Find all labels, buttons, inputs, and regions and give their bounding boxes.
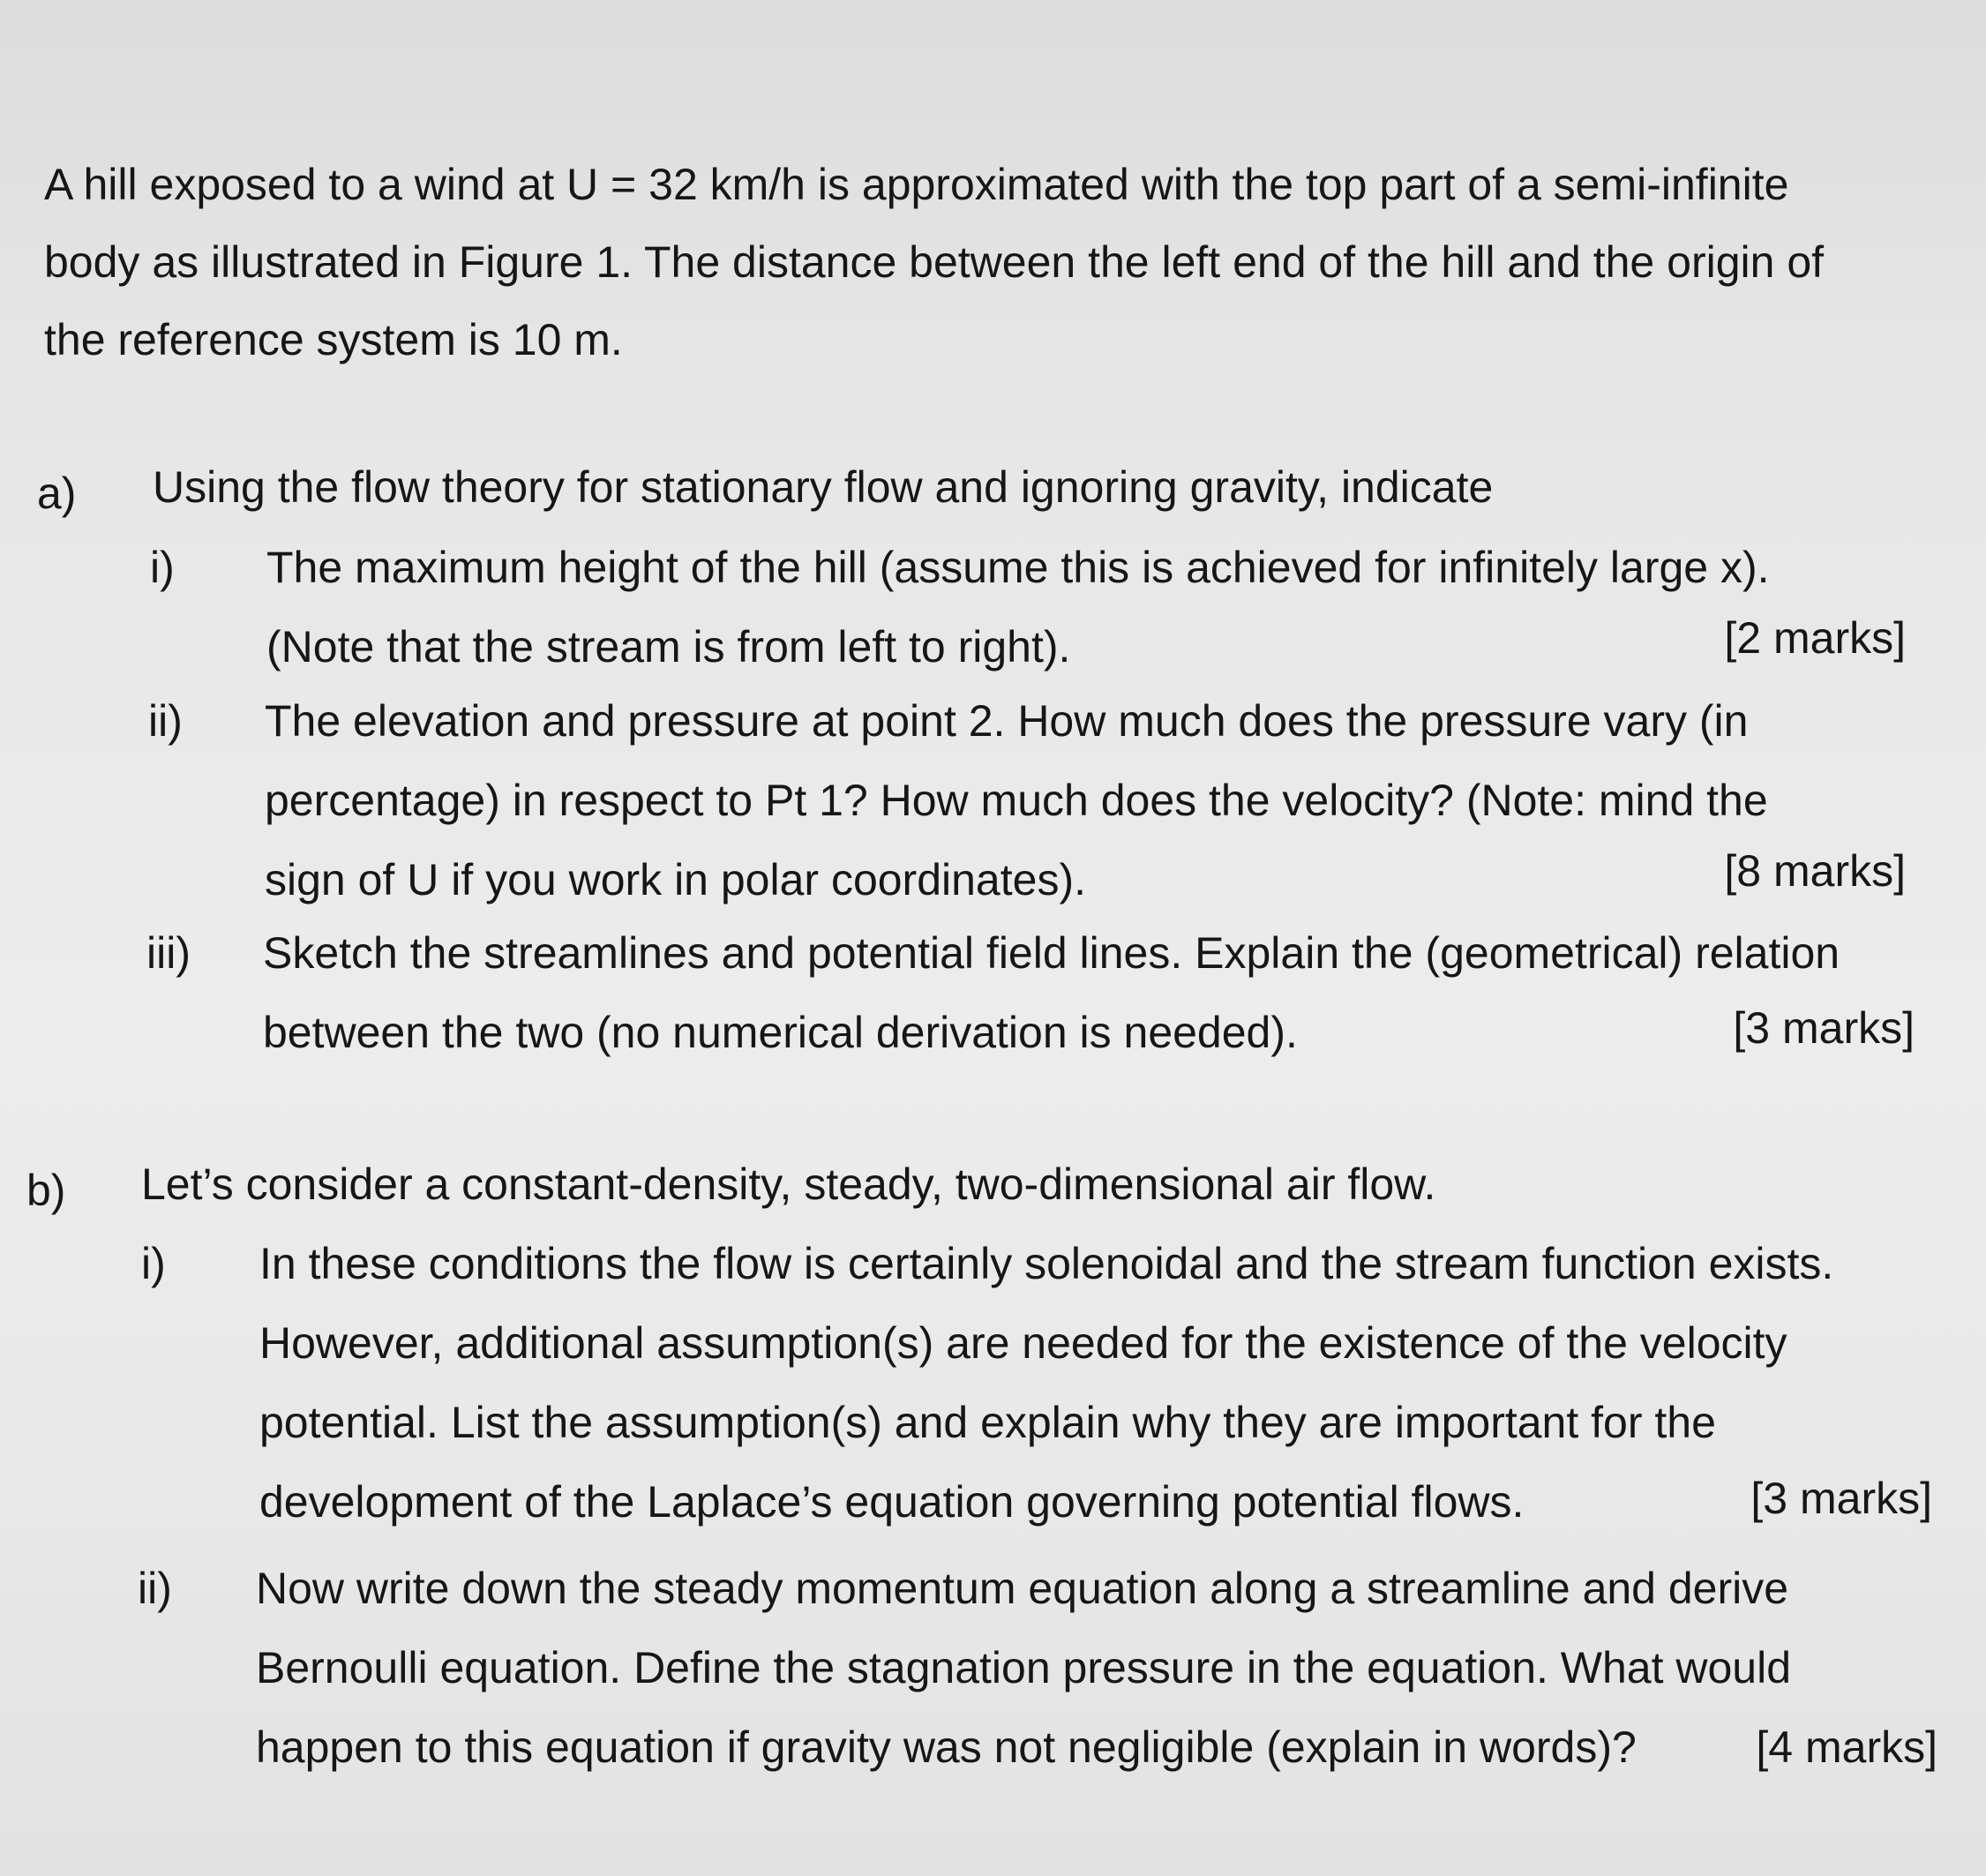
question-line: However, additional assumption(s) are needed for the existence of the velocity — [259, 1318, 1787, 1368]
question-line: The maximum height of the hill (assume this is achieved for infinitely large x). — [266, 543, 1770, 592]
question-line: The elevation and pressure at point 2. How much does the pressure vary (in — [265, 696, 1749, 746]
question-line: happen to this equation if gravity was not negligible (explain in words)? — [256, 1722, 1637, 1772]
intro-line: the reference system is 10 m. — [44, 315, 623, 364]
question-text — [266, 528, 1770, 687]
question-text — [265, 681, 1768, 919]
question-line: Bernoulli equation. Define the stagnation pressure in the equation. What would — [256, 1643, 1792, 1692]
marks-label: [4 marks] — [1756, 1722, 1937, 1772]
question-line: percentage) in respect to Pt 1? How much does the velocity? (Note: mind the — [265, 776, 1768, 825]
intro-line: A hill exposed to a wind at U = 32 km/h is approximated with the top part of a semi-infinite — [44, 160, 1789, 209]
question-label: i) — [150, 543, 175, 592]
intro-line: body as illustrated in Figure 1. The distance between the left end of the hill and the origin of — [44, 237, 1825, 287]
question-line: sign of U if you work in polar coordinates). — [265, 855, 1086, 904]
intro-paragraph — [44, 146, 1879, 379]
question-line: development of the Laplace’s equation governing potential flows. — [259, 1477, 1525, 1527]
question-a-iii — [146, 913, 1915, 1072]
part-b-title: Let’s consider a constant-density, steady, two-dimensional air flow. — [141, 1159, 1436, 1209]
marks-label: [3 marks] — [1750, 1474, 1932, 1523]
question-line: Now write down the steady momentum equation along a streamline and derive — [256, 1564, 1789, 1613]
question-label: ii) — [148, 696, 183, 746]
question-label: ii) — [138, 1564, 172, 1613]
part-a-label: a) — [37, 469, 77, 518]
question-a-ii — [148, 681, 1906, 919]
question-a-i — [150, 528, 1906, 687]
marks-label: [3 marks] — [1733, 1003, 1915, 1053]
marks-label: [2 marks] — [1724, 613, 1906, 663]
question-line: between the two (no numerical derivation is needed). — [263, 1008, 1298, 1057]
question-text — [259, 1224, 1833, 1542]
question-label: iii) — [146, 928, 191, 978]
question-line: Sketch the streamlines and potential field lines. Explain the (geometrical) relation — [263, 928, 1840, 978]
part-b-label: b) — [26, 1166, 66, 1215]
question-line: In these conditions the flow is certainly solenoidal and the stream function exists. — [259, 1239, 1834, 1288]
question-label: i) — [141, 1239, 166, 1288]
marks-label: [8 marks] — [1724, 846, 1906, 896]
question-text — [256, 1549, 1791, 1787]
question-text — [263, 913, 1840, 1072]
question-line: potential. List the assumption(s) and explain why they are important for the — [259, 1398, 1716, 1447]
question-line: (Note that the stream is from left to right). — [266, 622, 1071, 672]
part-a-title: Using the flow theory for stationary flow and ignoring gravity, indicate — [153, 462, 1494, 512]
question-b-ii — [138, 1549, 1937, 1787]
question-b-i — [141, 1224, 1932, 1542]
